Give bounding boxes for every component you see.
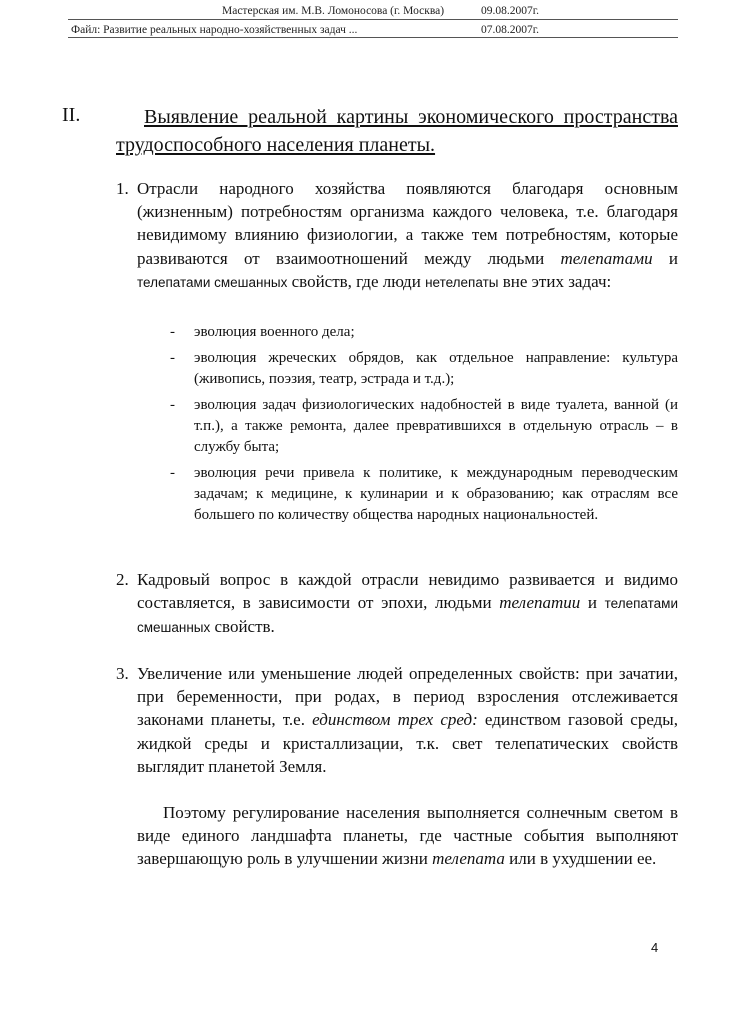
section-number: II.	[62, 104, 81, 126]
item-2-emph-telepathy: телепатии	[499, 593, 581, 613]
bullet-list	[170, 322, 678, 531]
list-item: - эволюция задач физиологических надобностей в виде туалета, ванной (и т.п.), а также ремонта, далее превратившихся в отдельную отрасль – в службу быта;	[170, 397, 678, 455]
item-3-cont-text-a: Поэтому регулирование населения выполняется солнечным светом в виде единого ландшафта планеты, где частные события выполняют завершающую роль в улучшении жизни	[137, 803, 678, 869]
item-1-emph-telepaths: телепатами	[560, 248, 653, 268]
header-workshop: Мастерская им. М.В. Ломоносова (г. Москва)	[222, 5, 445, 17]
item-1-non-telepaths: нетелепаты	[425, 274, 499, 290]
item-1-text-c: и	[652, 248, 678, 268]
list-item: - эволюция жреческих обрядов, как отдельное направление: культура (живопись, поэзия, театр, эстрада и т.д.);	[170, 350, 678, 387]
item-3-text	[137, 662, 678, 778]
list-item: - эволюция речи привела к политике, к международным переводческим задачам; к медицине, к кулинарии и к образованию; как отраслям все большего по количеству общества народных национальностей.	[170, 465, 678, 523]
item-3-cont-emph-telepath: телепата	[432, 849, 505, 869]
item-number-3: 3.	[116, 664, 129, 683]
item-3-text-a: Увеличение или уменьшение людей определенных свойств: при зачатии, при беременности, при родах, в период взросления отслеживается законами планеты, т.е.	[137, 664, 678, 730]
item-2-text-e: свойств.	[210, 617, 275, 637]
list-item: - эволюция военного дела;	[170, 324, 355, 340]
page-number: 4	[651, 940, 659, 955]
item-3-continuation	[137, 801, 678, 871]
item-3-cont-text-c: или в ухудшении ее.	[504, 849, 657, 869]
header-date-2: 07.08.2007г.	[481, 24, 540, 36]
item-1-text-g: вне этих задач:	[498, 271, 612, 291]
header-file: Файл: Развитие реальных народно-хозяйственных задач ...	[71, 24, 358, 36]
item-number-2: 2.	[116, 570, 129, 589]
item-1-text-e: свойств, где люди	[287, 271, 426, 291]
item-2-text	[137, 568, 678, 640]
item-2-text-c: и	[580, 593, 605, 613]
item-3-emph-unity: единством трех сред:	[312, 710, 478, 730]
header-rule	[68, 19, 678, 20]
item-2-text-a: Кадровый вопрос в каждой отрасли невидимо развивается и видимо составляется, в зависимости от эпохи, людьми	[137, 570, 678, 613]
item-3-text-c: единством газовой среды, жидкой среды и кристаллизации, т.к. свет телепатических свойств выглядит планетой Земля.	[137, 710, 678, 776]
header-rule-2	[68, 37, 678, 38]
section-title: Выявление реальной картины экономического пространства трудоспособного населения планеты.	[116, 106, 678, 156]
item-2-mixed: телепатами смешанных	[137, 596, 678, 636]
item-1-text	[137, 177, 678, 294]
item-number-1: 1.	[116, 179, 129, 198]
item-1-mixed: телепатами смешанных	[137, 274, 288, 290]
item-1-text-a: Отрасли народного хозяйства появляются благодаря основным (жизненным) потребностям организма каждого человека, т.е. благодаря невидимому влиянию физиологии, а также тем потребностям, которые развиваются от взаимоотношений между людьми	[137, 179, 678, 268]
header-date-1: 09.08.2007г.	[481, 5, 540, 17]
